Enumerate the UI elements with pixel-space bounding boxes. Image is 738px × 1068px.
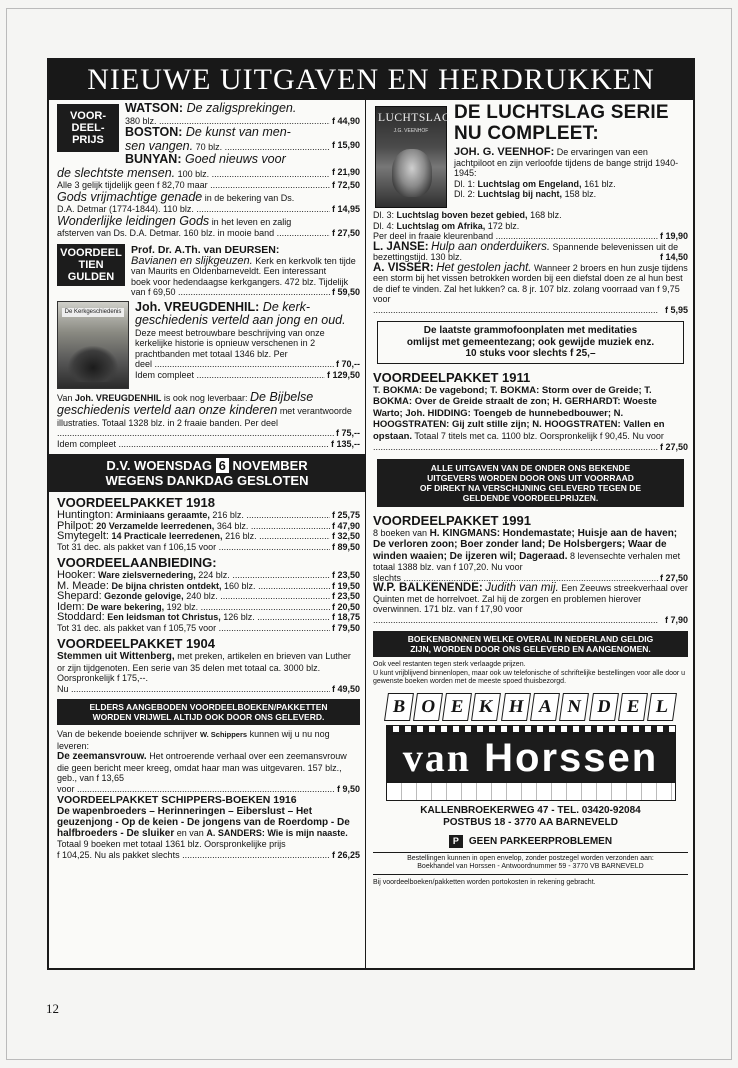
balkenende-item: W.P. BALKENENDE: Judith van mij. Een Zeeuws streekverhaal over Quinten met de horrelvoet. Zal hij de zorgen en problemen hierover overwinnen. 171 blz. van f 17,90 voor ..... f 7,90 — [373, 583, 688, 625]
janse-item: L. JANSE: Hulp aan onderduikers. Spannende belevenissen uit de bezettingstijd. 130 blz. f 14,50 — [373, 240, 688, 262]
logo-letter: E — [442, 693, 472, 721]
voordeel-tien-gulden-badge: VOORDEEL TIEN GULDEN — [57, 244, 125, 286]
aanbieding-row: Hooker: Ware zielsvernedering, 224 blz. ..... f 23,50 — [57, 570, 360, 581]
voordeelpakket-1904: VOORDEELPAKKET 1904 Stemmen uit Wittenberg, met preken, artikelen en brieven van Luther or zijn tijdgenoten. Een serie van 35 delen met totaal ca. 3000 blz. Oorspronkelijk f 175,--. Nu ..... f 49,50 — [57, 636, 360, 694]
watson-item: WATSON: De zaligsprekingen. 380 blz. ..... f 44,90 — [57, 102, 360, 126]
logo-letter: E — [618, 693, 648, 721]
parking-icon: P — [449, 835, 463, 848]
voordeelpakket-1991: VOORDEELPAKKET 1991 8 boeken van H. KINGMANS: Hondemastate; Huisje aan de haven; De verloren zoon; Boer zonder land; De Holsbergers; Waar de winden waaien; De ijzeren wil; Dageraad. 8 levensechte verhalen met totaal 1388 blz. van f 107,20. Nu voor slechts ..... f 27,50 — [373, 513, 688, 584]
kerkgeschiedenis-book-image: De Kerkgeschiedenis — [57, 301, 129, 389]
parking-notice: P GEEN PARKEERPROBLEMEN — [373, 835, 688, 848]
aanbieding-row: M. Meade: De bijna christen ontdekt, 160 blz. ..... f 19,50 — [57, 581, 360, 592]
pakket-row: Philpot: 20 Verzamelde leerredenen, 364 blz. ..... f 47,90 — [57, 521, 360, 532]
shop-address: KALLENBROEKERWEG 47 - TEL. 03420-92084 POSTBUS 18 - 3770 AA BARNEVELD — [420, 804, 641, 828]
boekenbonnen-notice: BOEKENBONNEN WELKE OVERAL IN NEDERLAND GELDIG ZIJN, WORDEN DOOR ONS GELEVERD EN AANGENOMEN. — [373, 631, 688, 657]
left-column — [49, 100, 366, 968]
grammofoon-box: De laatste grammofoonplaten met meditaties omlijst met gemeentezang; ook gewijde muziek enz. 10 stuks voor slechts f 25,– — [377, 321, 684, 364]
gods-item: Gods vrijmachtige genade in de bekering van Ds. D.A. Detmar (1774-1844). 110 blz. ..... f 14,95 — [57, 191, 360, 215]
luchtslag-book-image: LUCHTSLAG J.G. VEENHOF — [375, 106, 447, 208]
logo-letter: L — [647, 693, 677, 721]
alle3-offer: Alle 3 gelijk tijdelijk geen f 82,70 maar ..... f 72,50 — [57, 180, 360, 191]
zeemansvrouw-item: Van de bekende boeiende schrijver W. Schippers kunnen wij u nu nog leveren: De zeemansvrouw. Het ontroerende verhaal over een zeemansvrouw die geen bericht meer kreeg, omdat haar man was uitgevaren. 157 blz., geb., van f 13,65 voor ..... f 9,50 — [57, 729, 360, 794]
pakket-row: Smytegelt: 14 Practicale leerredenen, 216 blz. ..... f 32,50 — [57, 531, 360, 542]
day-number: 6 — [216, 458, 229, 473]
bestellingen-text: Bestellingen kunnen in open envelop, zonder postzegel worden verzonden aan: Boekhandel van Horssen - Antwoordnummer 59 - 3770 VB BARNEVELD — [373, 852, 688, 875]
logo-letter: D — [589, 693, 619, 721]
page-number: 12 — [46, 1001, 59, 1016]
voordeelaanbieding: VOORDEELAANBIEDING: Hooker: Ware zielsvernedering, 224 blz. ..... f 23,50 M. Meade: De bijna christen ontdekt, 160 blz. ..... f 19,50 Shepard: Gezonde gelovige, 240 blz. ..... f 23,50 Idem: De ware bekering, 192 blz. ..... f 20,50 Stoddard: Een leidsman tot Christus, 126 blz. ..... f 18,75 Tot 31 dec. als pakket van f 105,75 voor ..... f 79,50 — [57, 555, 360, 633]
logo-letter: K — [471, 693, 501, 721]
aanbieding-row: Idem: De ware bekering, 192 blz. ..... f 20,50 — [57, 602, 360, 613]
vreugdenhil-bijbelse-item: Van Joh. VREUGDENHIL is ook nog leverbaar: De Bijbelse geschiedenis verteld aan onze kinderen met verantwoorde illustraties. Totaal 1328 blz. in 2 fraaie banden. Per deel ..... f 75,-- Idem compleet ..... f 135,-- — [57, 391, 360, 450]
aanbieding-row: Stoddard: Een leidsman tot Christus, 126 blz. ..... f 18,75 — [57, 612, 360, 623]
voordeelpakket-1911: VOORDEELPAKKET 1911 T. BOKMA: De vagebond; T. BOKMA: Storm over de Greide; T. BOKMA: Over de Greide straalt de zon; H. GERHARDT: Woeste Warto; Joh. HIDDING: Toengeb de hunnebedbouwer; N. HOOGSTRATEN: Gij zult stille zijn; N. HOOGSTRATEN: Vallen en opstaan. Totaal 7 titels met ca. 1100 blz. Oorspronkelijk f 90,45. Nu voor ..... f 27,50 — [373, 370, 688, 453]
wonderlijke-item: Wonderlijke leidingen Gods in het leven en zalig afsterven van Ds. D.A. Detmar. 160 blz. in mooie band ..... f 27,50 — [57, 215, 360, 239]
right-column — [366, 100, 693, 968]
boekhandel-van-horssen-logo: B O E K H A N D E L van Horssen — [386, 693, 676, 801]
deursen-item: Prof. Dr. A.Th. van DEURSEN: Bavianen en slijkgeuzen. Kerk en kerkvolk ten tijde van Maurits en Oldenbarneveldt. Een interessant boek voor hedendaagse kerkgangers. 472 blz. Tijdelijk van f 69,50 ..... f 59,50 — [57, 244, 360, 298]
logo-letter: A — [530, 693, 560, 721]
logo-letter: O — [413, 693, 443, 721]
voordeelpakket-schippers-1916: VOORDEELPAKKET SCHIPPERS-BOEKEN 1916 De wapenbroeders – Herinneringen – Eiberslust – Het geuzenjong - Op de keien - De jongens van de Roerdomp - De halfbroeders - De sluiker en van A. SANDERS: Wie is mijn naaste. Totaal 9 boeken met totaal 1361 blz. Oorspronkelijke prijs f 104,25. Nu als pakket slechts ..... f 26,25 — [57, 794, 360, 860]
vreugdenhil-item: Joh. VREUGDENHIL: De kerk-geschiedenis verteld aan jong en oud. Deze meest betrouwbare beschrijving van onze kerkelijke historie is opnieuw verschenen in 2 prachtbanden met totaal 1346 blz. Per deel ..... f 70,-- Idem compleet ..... f 129,50 — [57, 301, 360, 381]
logo-letter: H — [501, 693, 531, 721]
aanbieding-row: Shepard: Gezonde gelovige, 240 blz. ..... f 23,50 — [57, 591, 360, 602]
portokosten-text: Bij voordeelboeken/pakketten worden portokosten in rekening gebracht. — [373, 878, 596, 886]
voordeelpakket-1918: VOORDEELPAKKET 1918 Huntington: Arminiaans geraamte, 216 blz. ..... f 25,75 Philpot: 20 Verzamelde leerredenen, 364 blz. ..... f 47,90 Smytegelt: 14 Practicale leerredenen, 216 blz. ..... f 32,50 Tot 31 dec. als pakket van f 106,15 voor ..... f 89,50 — [57, 495, 360, 552]
restanten-text: Ook veel restanten tegen sterk verlaagde prijzen. U kunt vrijblijvend binnenlopen, maar ook uw telefonische of schriftelijke bestellingen voor alle door u gewenste boeken worden met de meeste spoed thuisbezorgd. — [373, 661, 686, 685]
voordeelprijs-badge: VOOR- DEEL- PRIJS — [57, 104, 119, 152]
pakket-row: Huntington: Arminiaans geraamte, 216 blz. ..... f 25,75 — [57, 510, 360, 521]
advertisement-frame — [47, 58, 695, 970]
banner-title: NIEUWE UITGAVEN EN HERDRUKKEN — [49, 60, 693, 100]
bunyan-item: BUNYAN: Goed nieuws voor de slechtste mensen. 100 blz. ..... f 21,90 — [57, 153, 360, 180]
logo-letter: N — [559, 693, 589, 721]
boston-item: BOSTON: De kunst van men- sen vangen. 70 blz. ..... f 15,90 — [57, 126, 360, 153]
logo-letter: B — [384, 693, 414, 721]
woensdag-notice: D.V. WOENSDAG 6 NOVEMBER WEGENS DANKDAG GESLOTEN — [49, 454, 365, 492]
alle-uitgaven-notice: ALLE UITGAVEN VAN DE ONDER ONS BEKENDE UITGEVERS WORDEN DOOR ONS UIT VOORRAAD OF DIREKT NA VERSCHIJNING GELEVERD TEGEN DE GELDENDE VOORDEELPRIJZEN. — [377, 459, 684, 507]
elders-notice: ELDERS AANGEBODEN VOORDEELBOEKEN/PAKKETTEN WORDEN VRIJWEL ALTIJD OOK DOOR ONS GELEVERD. — [57, 699, 360, 725]
visser-item: A. VISSER: Het gestolen jacht. Wanneer 2 broers en hun zusje tijdens een storm bij het vissen betrokken worden bij een diefstal doen ze al hun best de dief te vinden. Zal het lukken? ca. 8 jr. 107 blz. zolang voorraad van f 9,75 voor ..... f 5,95 — [373, 263, 688, 316]
luchtslag-serie: DE LUCHTSLAG SERIE NU COMPLEET: JOH. G. VEENHOF: De ervaringen van een jachtpiloot en zijn verloofde tijdens de bange strijd 1940-1945: Dl. 1: Luchtslag om Engeland, 161 blz. Dl. 2: Luchtslag bij nacht, 158 blz. Dl. 3: Luchtslag boven bezet gebied, 168 blz. Dl. 4: Luchtslag om Afrika, 172 blz. Per deel in fraaie kleurenband ..... f 19,90 — [373, 102, 688, 242]
